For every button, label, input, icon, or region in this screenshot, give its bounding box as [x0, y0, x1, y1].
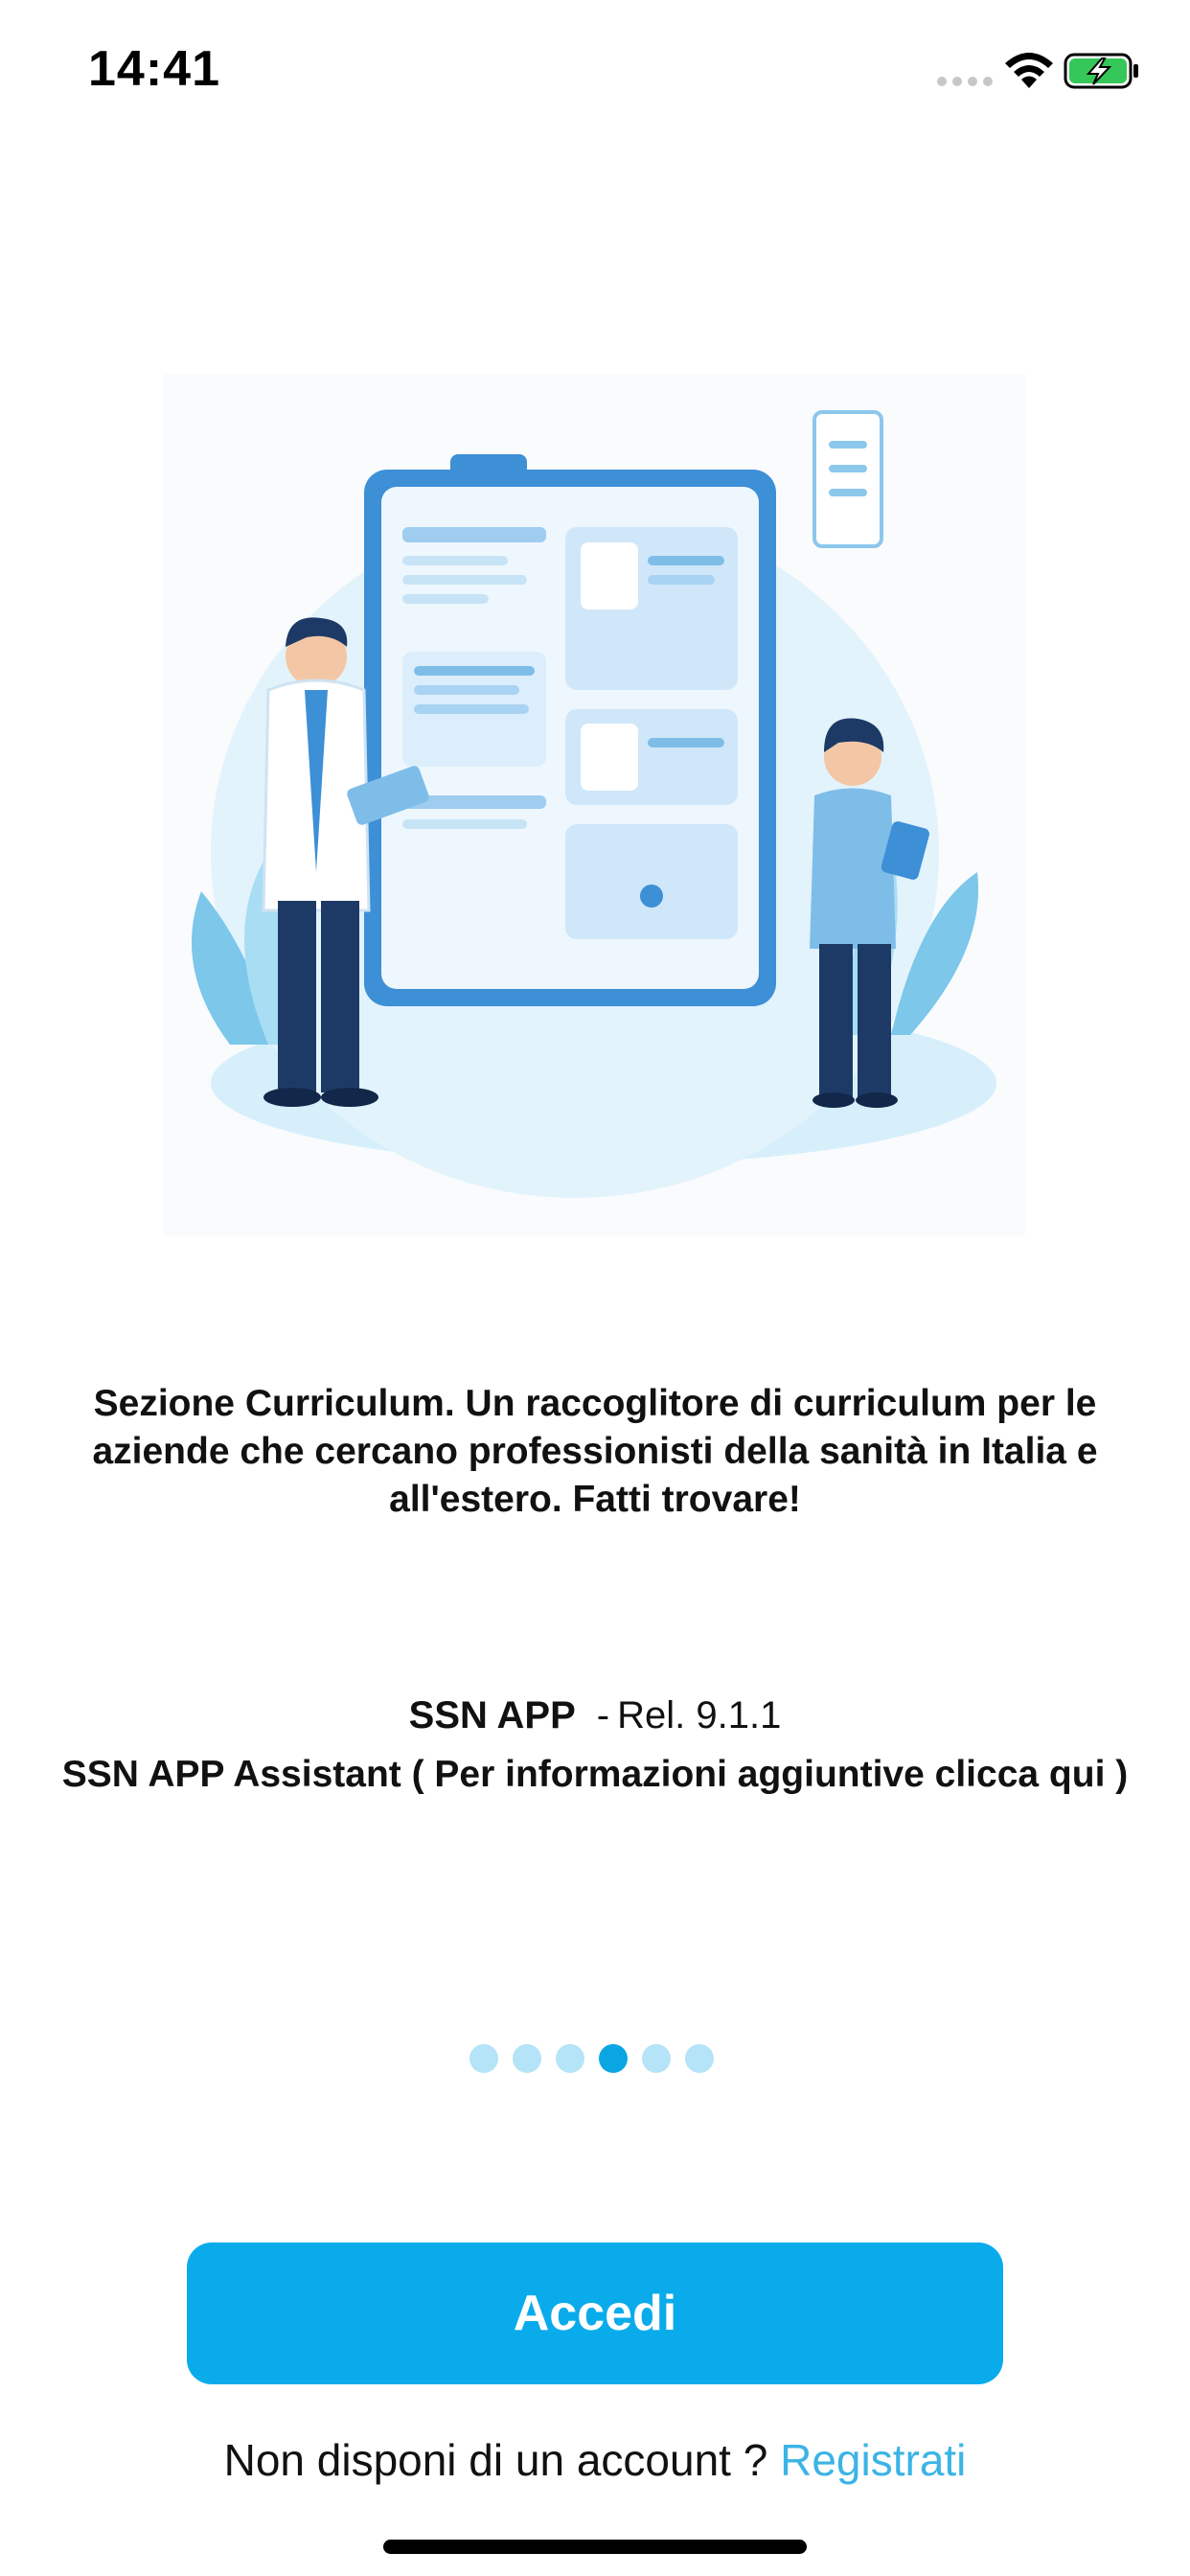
register-link[interactable]: Registrati — [780, 2435, 967, 2485]
app-name: SSN APP — [408, 1694, 576, 1736]
status-bar — [0, 0, 1190, 144]
page-dot[interactable] — [513, 2044, 541, 2073]
register-row — [0, 2434, 1190, 2486]
home-indicator[interactable] — [383, 2540, 807, 2554]
battery-charging-icon — [1064, 53, 1140, 89]
slide-description: Sezione Curriculum. Un raccoglitore di curriculum per le aziende che cercano professionisti della sanità in Italia e all'estero. Fatti trovare! — [92, 1383, 1098, 1520]
wifi-icon — [1002, 50, 1056, 92]
page-dot[interactable] — [469, 2044, 498, 2073]
version-separator: - — [596, 1694, 610, 1736]
page-dot[interactable] — [556, 2044, 584, 2073]
login-button[interactable]: Accedi — [187, 2242, 1003, 2384]
status-time: 14:41 — [88, 41, 220, 97]
page-dot-active[interactable] — [599, 2044, 628, 2073]
signal-dots-icon — [937, 77, 993, 86]
register-prompt: Non disponi di un account ? — [223, 2435, 768, 2485]
doctors-with-tablet-illustration — [163, 374, 1025, 1236]
app-version — [0, 1694, 1190, 1737]
page-dot[interactable] — [642, 2044, 671, 2073]
page-indicator[interactable] — [469, 2044, 714, 2073]
page-dot[interactable] — [685, 2044, 714, 2073]
assistant-info-link[interactable]: SSN APP Assistant ( Per informazioni aggiuntive clicca qui ) — [61, 1754, 1129, 1795]
app-release: Rel. 9.1.1 — [617, 1694, 782, 1736]
